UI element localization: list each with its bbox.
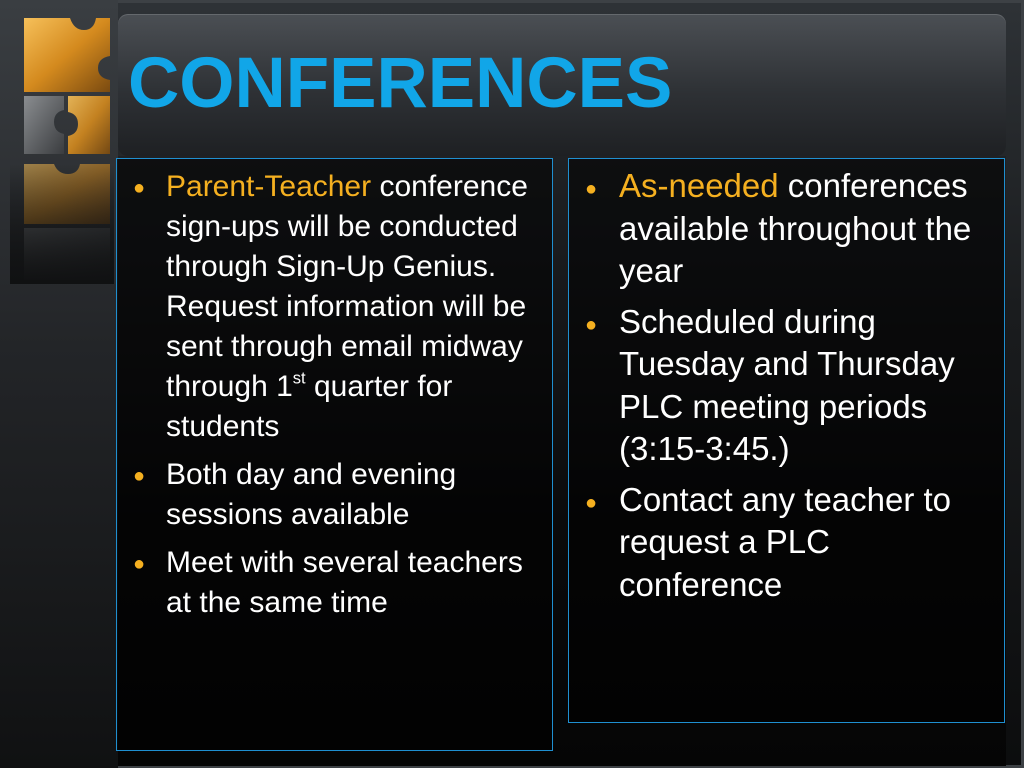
item-text: Both day and evening sessions available xyxy=(166,458,457,531)
list-item xyxy=(131,167,539,447)
bullet-dot-icon: ● xyxy=(133,465,146,487)
bullet-dot-icon: ● xyxy=(133,177,146,199)
item-text: Meet with several teachers at the same time xyxy=(166,546,523,619)
accent-text: Parent-Teacher xyxy=(166,170,372,203)
list-item xyxy=(583,165,993,293)
item-text-continued: quarter for students xyxy=(166,370,453,443)
list-item xyxy=(583,301,993,471)
item-text: conferences available throughout the year xyxy=(619,167,972,289)
list-item xyxy=(131,543,539,623)
right-content-box xyxy=(568,158,1005,723)
item-text: Scheduled during Tuesday and Thursday PLC meeting periods (3:15-3:45.) xyxy=(619,302,955,467)
puzzle-pieces-icon xyxy=(10,14,114,284)
bullet-dot-icon: ● xyxy=(585,178,598,200)
left-bullet-list xyxy=(131,167,539,631)
item-text: conference sign-ups will be conducted through Sign-Up Genius. Request information will be sent through email midway through 1 xyxy=(166,170,528,403)
list-item xyxy=(583,479,993,607)
accent-text: As-needed xyxy=(619,167,779,204)
right-bullet-list xyxy=(583,165,993,614)
bullet-dot-icon: ● xyxy=(585,491,598,514)
list-item xyxy=(131,455,539,535)
bullet-dot-icon: ● xyxy=(585,313,598,336)
left-content-box xyxy=(116,158,553,751)
bullet-dot-icon: ● xyxy=(133,553,146,575)
item-text: Contact any teacher to request a PLC conference xyxy=(619,480,952,603)
slide-title: CONFERENCES xyxy=(128,44,673,123)
ordinal-superscript: st xyxy=(292,369,306,388)
